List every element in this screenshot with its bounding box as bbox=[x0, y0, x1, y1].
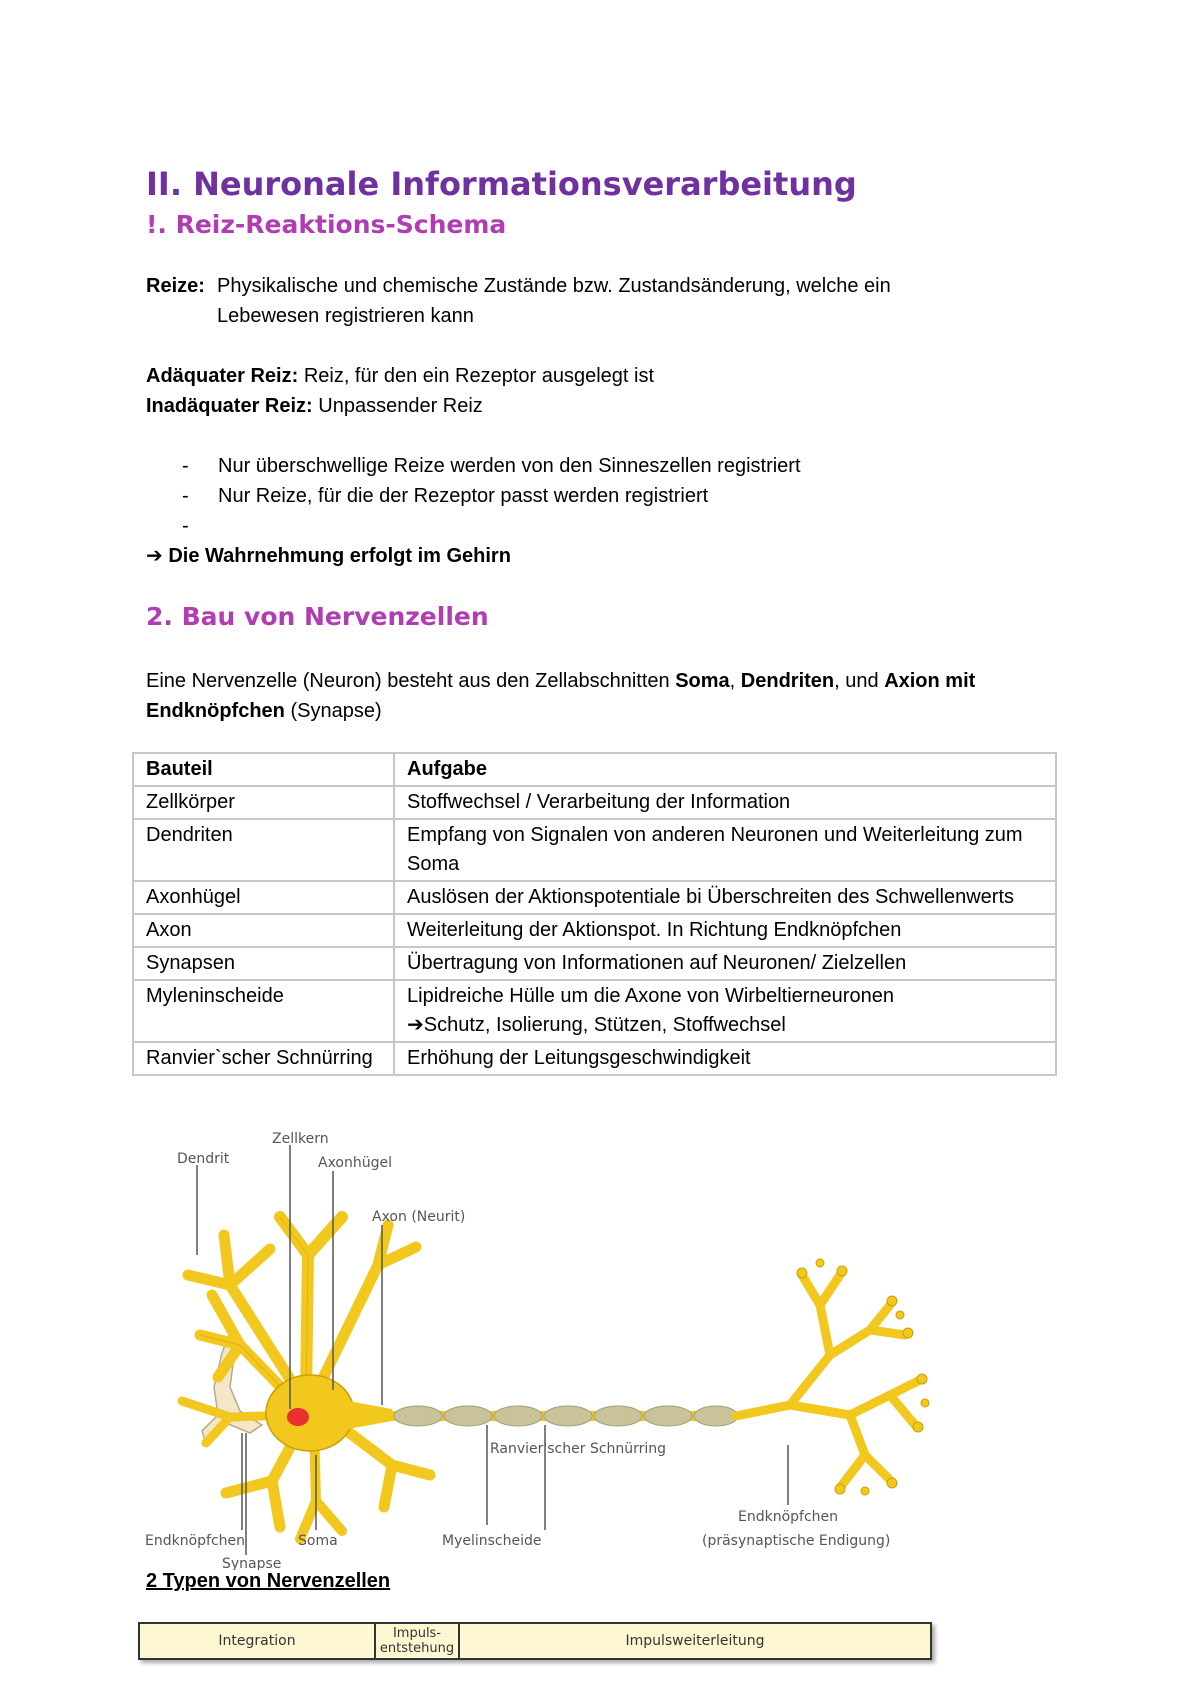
section-title-bau: 2. Bau von Nervenzellen bbox=[146, 602, 489, 631]
table-row: Axonhügel Auslösen der Aktionspotentiale bi Überschreiten des Schwellenwerts bbox=[133, 881, 1056, 914]
reize-definition: Physikalische und chemische Zustände bzw. Zustandsänderung, welche ein Lebewesen registrieren kann bbox=[217, 275, 891, 327]
neuron-diagram bbox=[130, 1125, 960, 1570]
list-item: - bbox=[182, 515, 189, 537]
segment-impulsweiterleitung: Impulsweiterleitung bbox=[625, 1632, 765, 1649]
neuron-parts-table bbox=[132, 752, 1057, 1076]
section-title-reiz: !. Reiz-Reaktions-Schema bbox=[146, 210, 507, 239]
page-title: II. Neuronale Informationsverarbeitung bbox=[146, 165, 857, 203]
label-endknoepfchen-left: Endknöpfchen bbox=[145, 1533, 246, 1549]
label-soma: Soma bbox=[298, 1533, 338, 1549]
nucleus bbox=[287, 1408, 309, 1426]
label-zellkern: Zellkern bbox=[272, 1131, 329, 1147]
inadequate-text: Unpassender Reiz bbox=[318, 395, 483, 417]
myelin-sheath bbox=[394, 1406, 738, 1426]
table-row: Ranvier`scher Schnürring Erhöhung der Leitungsgeschwindigkeit bbox=[133, 1042, 1056, 1075]
soma bbox=[266, 1375, 354, 1451]
segment-impulsentstehung: Impuls- entstehung bbox=[376, 1624, 460, 1658]
adequate-label: Adäquater Reiz: bbox=[146, 365, 299, 387]
table-row: Axon Weiterleitung der Aktionspot. In Richtung Endknöpfchen bbox=[133, 914, 1056, 947]
conclusion: ➔ Die Wahrnehmung erfolgt im Gehirn bbox=[146, 545, 511, 567]
bullet-list bbox=[146, 451, 801, 541]
intro-paragraph: Eine Nervenzelle (Neuron) besteht aus den Zellabschnitten Soma, Dendriten, und Axion mit Endknöpfchen (Synapse) bbox=[146, 670, 976, 722]
axon-terminal bbox=[736, 1275, 920, 1485]
label-myelinscheide: Myelinscheide bbox=[442, 1533, 542, 1549]
table-row: Synapsen Übertragung von Informationen auf Neuronen/ Zielzellen bbox=[133, 947, 1056, 980]
table-header: Bauteil Aufgabe bbox=[133, 753, 1056, 786]
inadequate-label: Inadäquater Reiz: bbox=[146, 395, 313, 417]
list-item: - Nur Reize, für die der Rezeptor passt werden registriert bbox=[182, 485, 709, 507]
label-dendrit: Dendrit bbox=[177, 1151, 230, 1167]
label-axonhuegel: Axonhügel bbox=[318, 1155, 393, 1171]
types-title: 2 Typen von Nervenzellen bbox=[146, 1570, 391, 1592]
label-axon: Axon (Neurit) bbox=[372, 1209, 466, 1225]
label-praesynaptisch: (präsynaptische Endigung) bbox=[702, 1533, 891, 1549]
adequate-stimulus bbox=[146, 361, 654, 391]
label-endknoepfchen-right: Endknöpfchen bbox=[738, 1509, 839, 1525]
neuron-function-bar bbox=[138, 1622, 932, 1660]
table-row: Zellkörper Stoffwechsel / Verarbeitung der Information bbox=[133, 786, 1056, 819]
reize-label: Reize: bbox=[146, 275, 205, 297]
adequate-text: Reiz, für den ein Rezeptor ausgelegt ist bbox=[303, 365, 655, 387]
table-row: Dendriten Empfang von Signalen von anderen Neuronen und Weiterleitung zum Soma bbox=[133, 819, 1056, 881]
inadequate-stimulus bbox=[146, 391, 483, 421]
label-synapse: Synapse bbox=[222, 1556, 282, 1570]
table-row: Myleninscheide Lipidreiche Hülle um die Axone von Wirbeltierneuronen ➔Schutz, Isolierung, Stützen, Stoffwechsel bbox=[133, 980, 1056, 1042]
list-item: - Nur überschwellige Reize werden von den Sinneszellen registriert bbox=[182, 455, 801, 477]
leader-lines bbox=[197, 1145, 788, 1555]
segment-integration: Integration bbox=[140, 1624, 376, 1658]
label-ranvier: Ranvier'scher Schnürring bbox=[490, 1441, 667, 1457]
axon-hillock bbox=[348, 1401, 392, 1429]
